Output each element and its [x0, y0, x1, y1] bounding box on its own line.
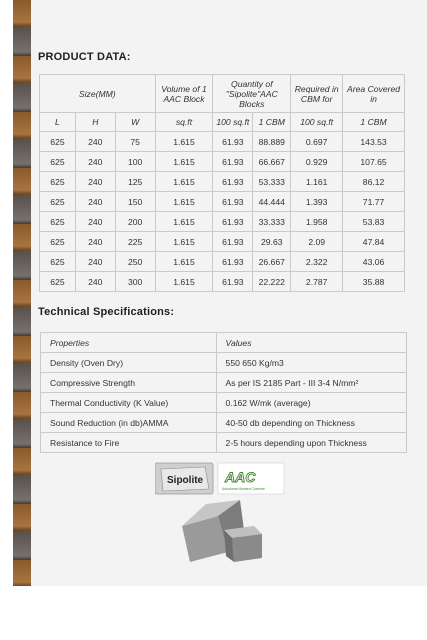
product-data-heading: PRODUCT DATA: — [38, 51, 131, 63]
table-cell: 2.322 — [291, 252, 343, 272]
table-cell: 61.93 — [213, 212, 253, 232]
specs-row — [41, 413, 407, 433]
header-quantity: Quantity of "Sipolite"AAC Blocks — [213, 75, 291, 113]
table-cell: 150 — [115, 192, 155, 212]
table-cell: 240 — [75, 252, 115, 272]
subheader-cell: 100 sq.ft — [213, 113, 253, 132]
table-cell: 43.06 — [343, 252, 405, 272]
table-cell: 2.787 — [291, 272, 343, 292]
table-cell: 240 — [75, 172, 115, 192]
table-cell: 125 — [115, 172, 155, 192]
table-cell: 26.667 — [253, 252, 291, 272]
specs-value-cell: 40-50 db depending on Thickness — [216, 413, 406, 433]
table-cell: 53.83 — [343, 212, 405, 232]
table-cell: 250 — [115, 252, 155, 272]
table-cell: 61.93 — [213, 152, 253, 172]
table-cell: 625 — [40, 272, 76, 292]
specs-property-cell: Compressive Strength — [41, 373, 217, 393]
table-cell: 625 — [40, 252, 76, 272]
brick-wall-strip — [13, 0, 31, 586]
table-cell: 1.615 — [155, 252, 213, 272]
specs-row — [41, 373, 407, 393]
table-cell: 88.889 — [253, 132, 291, 152]
table-cell: 47.84 — [343, 232, 405, 252]
table-cell: 240 — [75, 272, 115, 292]
specs-header-properties: Properties — [41, 333, 217, 353]
specs-header-values: Values — [216, 333, 406, 353]
table-row — [40, 152, 405, 172]
table-cell: 225 — [115, 232, 155, 252]
specs-property-cell: Sound Reduction (in db)AMMA — [41, 413, 217, 433]
table-cell: 1.615 — [155, 152, 213, 172]
table-cell: 0.929 — [291, 152, 343, 172]
table-cell: 1.393 — [291, 192, 343, 212]
table-cell: 1.615 — [155, 272, 213, 292]
table-cell: 300 — [115, 272, 155, 292]
table-cell: 240 — [75, 212, 115, 232]
table-cell: 1.615 — [155, 212, 213, 232]
subheader-cell: W — [115, 113, 155, 132]
subheader-cell: L — [40, 113, 76, 132]
table-cell: 143.53 — [343, 132, 405, 152]
page-bottom-margin — [0, 586, 427, 640]
table-cell: 100 — [115, 152, 155, 172]
table-cell: 625 — [40, 212, 76, 232]
table-cell: 625 — [40, 192, 76, 212]
specs-row — [41, 393, 407, 413]
subheader-cell: 1 CBM — [253, 113, 291, 132]
table-cell: 61.93 — [213, 272, 253, 292]
header-volume: Volume of 1 AAC Block — [155, 75, 213, 113]
table-cell: 625 — [40, 152, 76, 172]
specs-value-cell: 0.162 W/mk (average) — [216, 393, 406, 413]
table-cell: 2.09 — [291, 232, 343, 252]
table-cell: 240 — [75, 232, 115, 252]
table-cell: 1.615 — [155, 232, 213, 252]
table-cell: 35.88 — [343, 272, 405, 292]
table-cell: 1.615 — [155, 172, 213, 192]
product-data-table — [39, 74, 405, 292]
table-cell: 61.93 — [213, 132, 253, 152]
specs-value-cell: 550 650 Kg/m3 — [216, 353, 406, 373]
subheader-cell: sq.ft — [155, 113, 213, 132]
header-size: Size(MM) — [40, 75, 156, 113]
specs-value-cell: As per IS 2185 Part - III 3-4 N/mm² — [216, 373, 406, 393]
table-row — [40, 272, 405, 292]
sipolite-logo-text: Sipolite — [167, 475, 204, 486]
table-cell: 29.63 — [253, 232, 291, 252]
table-cell: 61.93 — [213, 192, 253, 212]
table-cell: 240 — [75, 132, 115, 152]
specs-property-cell: Resistance to Fire — [41, 433, 217, 453]
table-cell: 61.93 — [213, 252, 253, 272]
subheader-cell: 100 sq.ft — [291, 113, 343, 132]
table-row — [40, 252, 405, 272]
header-area: Area Covered in — [343, 75, 405, 113]
table-cell: 1.615 — [155, 192, 213, 212]
table-row — [40, 172, 405, 192]
table-cell: 240 — [75, 152, 115, 172]
table-cell: 71.77 — [343, 192, 405, 212]
table-cell: 1.161 — [291, 172, 343, 192]
table-cell: 240 — [75, 192, 115, 212]
aac-logo-subtext: Autoclaved Aerated Concrete — [222, 487, 265, 491]
table-row — [40, 212, 405, 232]
table-cell: 22.222 — [253, 272, 291, 292]
table-cell: 33.333 — [253, 212, 291, 232]
table-cell: 0.697 — [291, 132, 343, 152]
table-cell: 53.333 — [253, 172, 291, 192]
subheader-cell: 1 CBM — [343, 113, 405, 132]
table-cell: 625 — [40, 172, 76, 192]
tech-specs-table — [40, 332, 407, 453]
subheader-cell: H — [75, 113, 115, 132]
table-cell: 625 — [40, 232, 76, 252]
specs-property-cell: Density (Oven Dry) — [41, 353, 217, 373]
header-required: Required in CBM for — [291, 75, 343, 113]
aac-blocks-image — [178, 500, 264, 564]
brand-logos — [155, 461, 285, 496]
specs-value-cell: 2-5 hours depending upon Thickness — [216, 433, 406, 453]
table-cell: 625 — [40, 132, 76, 152]
tech-specs-heading: Technical Specifications: — [38, 306, 175, 318]
table-cell: 75 — [115, 132, 155, 152]
table-subheader-row — [40, 113, 405, 132]
specs-property-cell: Thermal Conductivity (K Value) — [41, 393, 217, 413]
table-cell: 61.93 — [213, 172, 253, 192]
aac-logo — [218, 463, 284, 494]
product-data-body — [40, 132, 405, 292]
specs-row — [41, 353, 407, 373]
table-cell: 200 — [115, 212, 155, 232]
table-row — [40, 192, 405, 212]
table-cell: 1.958 — [291, 212, 343, 232]
table-cell: 107.65 — [343, 152, 405, 172]
table-cell: 86.12 — [343, 172, 405, 192]
specs-row — [41, 433, 407, 453]
table-cell: 44.444 — [253, 192, 291, 212]
table-row — [40, 132, 405, 152]
sipolite-logo — [155, 463, 213, 494]
table-cell: 61.93 — [213, 232, 253, 252]
table-cell: 1.615 — [155, 132, 213, 152]
table-header-row — [40, 75, 405, 113]
tech-specs-body — [41, 353, 407, 453]
table-cell: 66.667 — [253, 152, 291, 172]
table-row — [40, 232, 405, 252]
specs-header-row — [41, 333, 407, 353]
aac-logo-text: AAC — [225, 469, 256, 485]
